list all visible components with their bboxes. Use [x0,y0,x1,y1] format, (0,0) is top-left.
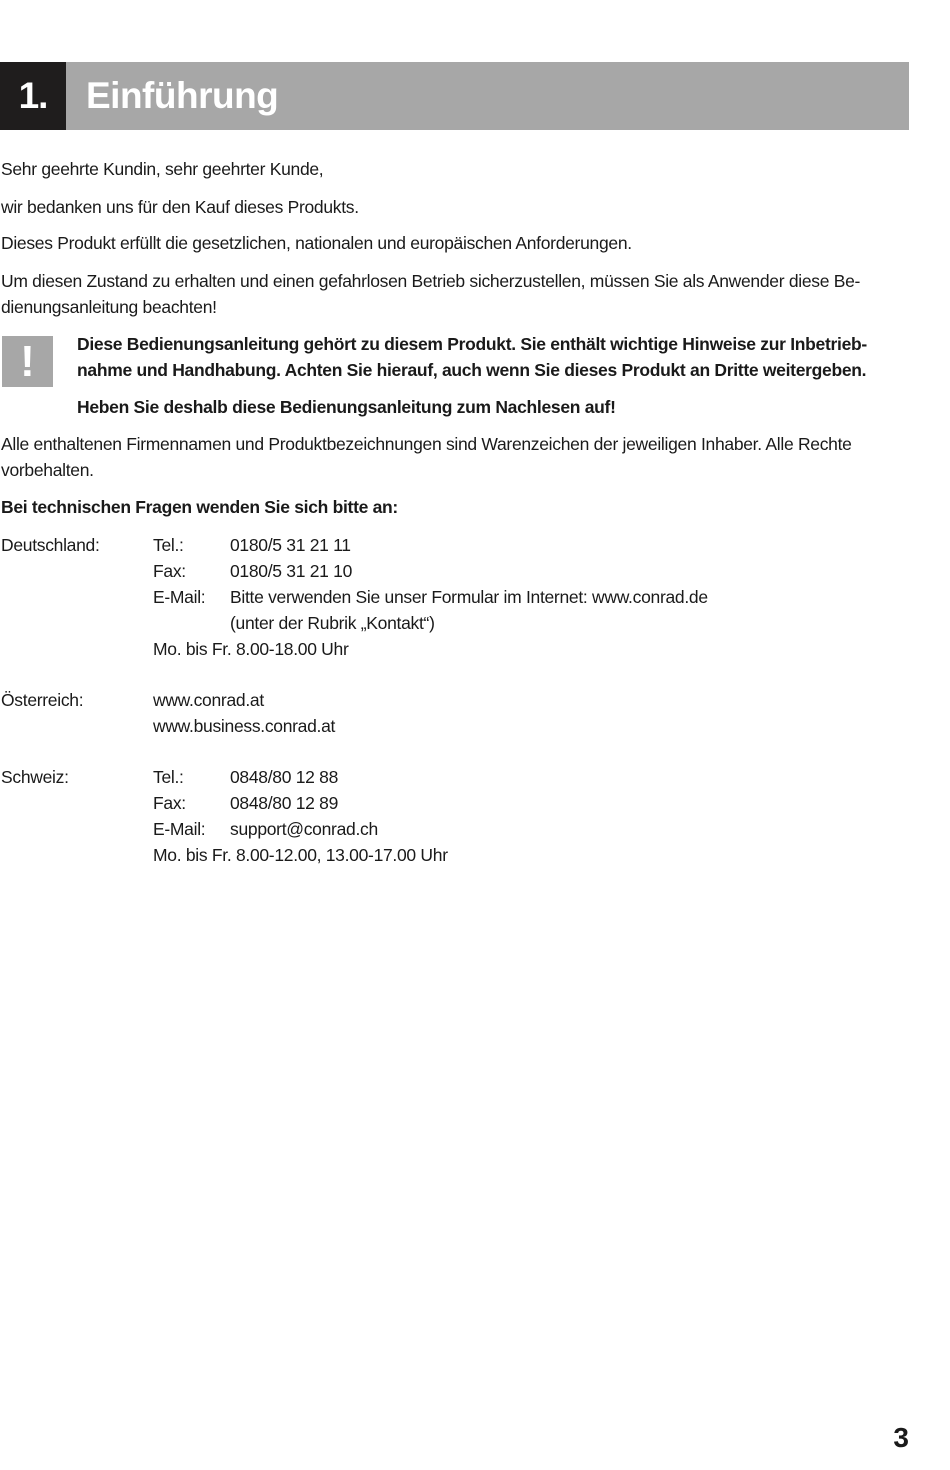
germany-email-note: (unter der Rubrik „Kontakt“) [230,613,435,633]
email-label: E-Mail: [153,819,206,839]
greeting-text: Sehr geehrte Kundin, sehr geehrter Kunde, [1,159,324,179]
section-number: 1. [0,62,66,130]
switzerland-hours: Mo. bis Fr. 8.00-12.00, 13.00-17.00 Uhr [153,845,448,865]
tel-label: Tel.: [153,535,184,555]
trademark-text-line2: vorbehalten. [1,460,94,480]
country-switzerland: Schweiz: [1,767,69,787]
observe-text-line2: dienungsanleitung beachten! [1,297,217,317]
questions-heading: Bei technischen Fragen wenden Sie sich bitte an: [1,497,398,517]
email-label: E-Mail: [153,587,206,607]
page-number: 3 [893,1422,909,1453]
switzerland-fax: 0848/80 12 89 [230,793,339,813]
germany-email: Bitte verwenden Sie unser Formular im Internet: www.conrad.de [230,587,708,607]
switzerland-tel: 0848/80 12 88 [230,767,339,787]
fax-label: Fax: [153,793,186,813]
thanks-text: wir bedanken uns für den Kauf dieses Produkts. [1,197,359,217]
trademark-text-line1: Alle enthaltenen Firmennamen und Produktbezeichnungen sind Warenzeichen der jeweiligen Inhaber. Alle Rechte [1,434,852,454]
section-title: Einführung [86,75,279,116]
warning-text-line2: nahme und Handhabung. Achten Sie hierauf, auch wenn Sie dieses Produkt an Dritte weitergeben. [77,360,867,380]
austria-web-1: www.conrad.at [153,690,264,710]
germany-fax: 0180/5 31 21 10 [230,561,353,581]
keep-manual-text: Heben Sie deshalb diese Bedienungsanleitung zum Nachlesen auf! [77,397,616,417]
country-germany: Deutschland: [1,535,100,555]
tel-label: Tel.: [153,767,184,787]
fax-label: Fax: [153,561,186,581]
observe-text-line1: Um diesen Zustand zu erhalten und einen gefahrlosen Betrieb sicherzustellen, müssen Sie als Anwender diese Be- [1,271,861,291]
warning-text-line1: Diese Bedienungsanleitung gehört zu diesem Produkt. Sie enthält wichtige Hinweise zur Inbetrieb- [77,334,867,354]
section-header [0,62,909,130]
requirements-text: Dieses Produkt erfüllt die gesetzlichen, nationalen und europäischen Anforderungen. [1,233,632,253]
switzerland-email: support@conrad.ch [230,819,378,839]
germany-tel: 0180/5 31 21 11 [230,535,351,555]
austria-web-2: www.business.conrad.at [153,716,336,736]
country-austria: Österreich: [1,690,84,710]
warning-icon: ! [2,336,53,387]
germany-hours: Mo. bis Fr. 8.00-18.00 Uhr [153,639,349,659]
